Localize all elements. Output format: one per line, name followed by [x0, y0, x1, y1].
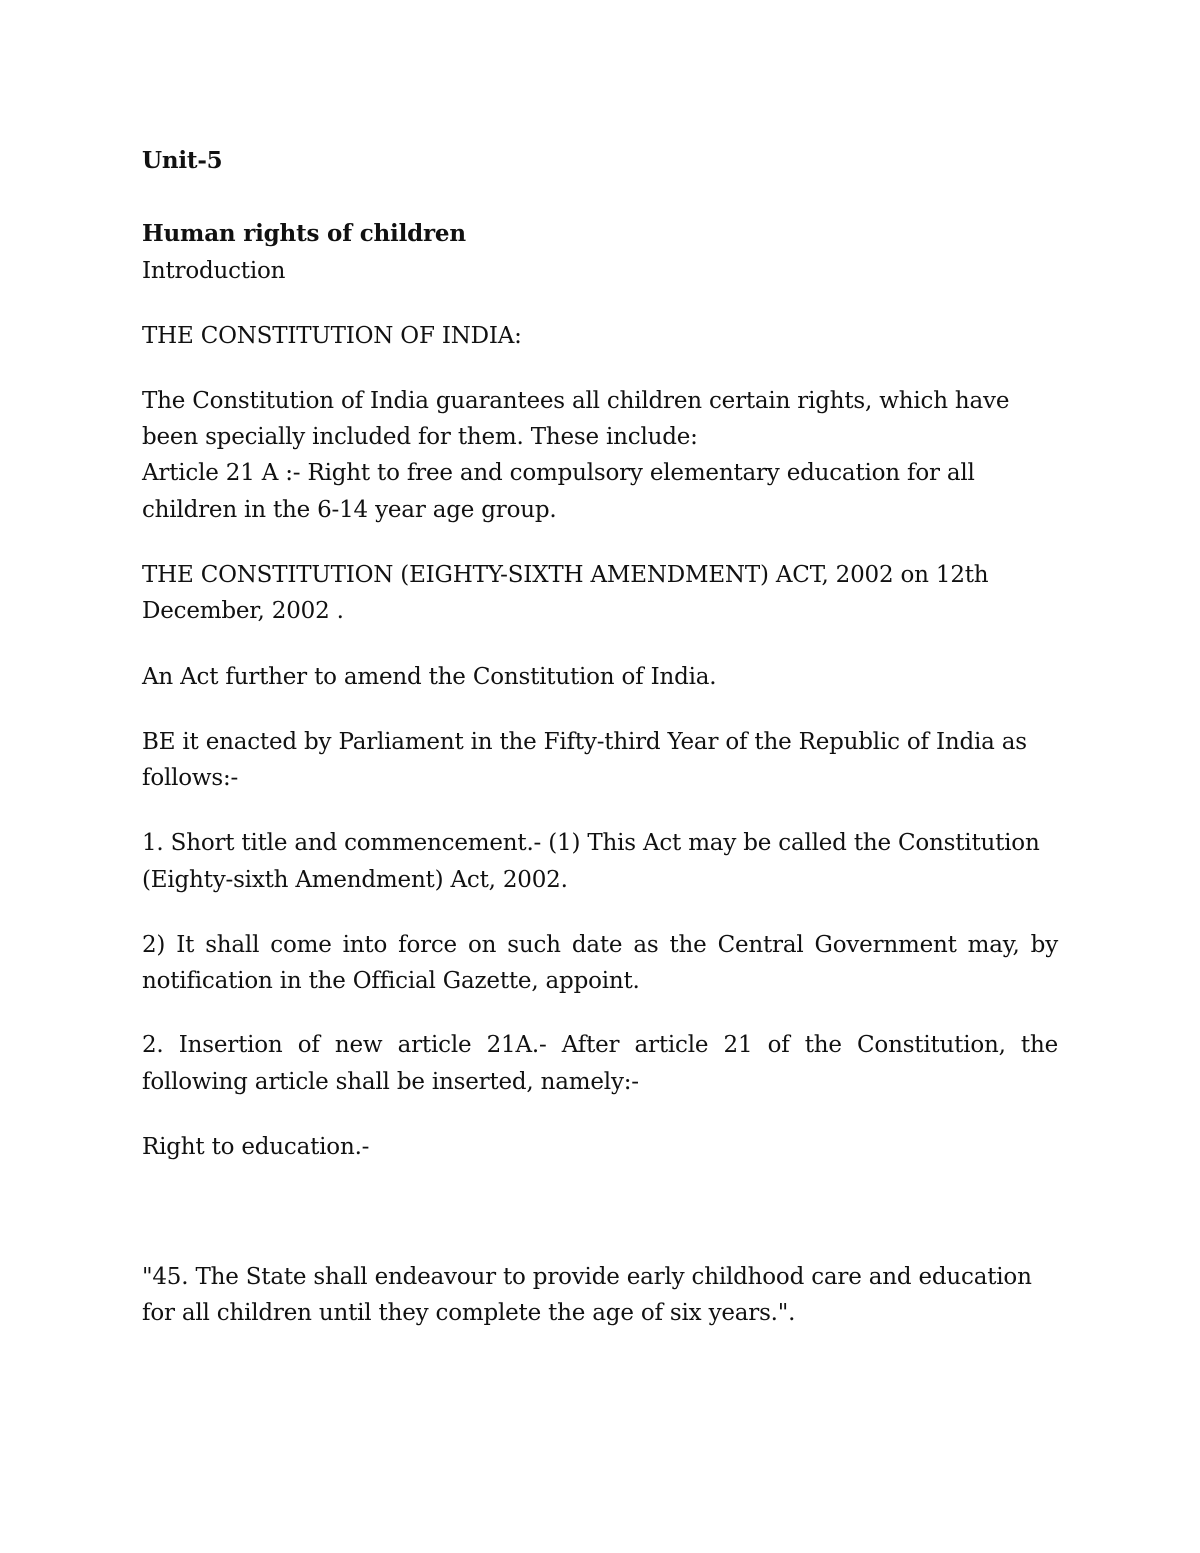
paragraph-9-line-1: "45. The State shall endeavour to provide early childhood care and education — [142, 1264, 1032, 1290]
paragraph-5-line-2: (Eighty-sixth Amendment) Act, 2002. — [142, 867, 568, 893]
intro-label: Introduction — [142, 258, 286, 284]
paragraph-4-line-2: follows:- — [142, 765, 239, 791]
paragraph-2-line-2: December, 2002 . — [142, 598, 344, 624]
paragraph-6-line-2: notification in the Official Gazette, appoint. — [142, 968, 640, 994]
paragraph-7-line-2: following article shall be inserted, namely:- — [142, 1069, 639, 1095]
paragraph-5-line-1: 1. Short title and commencement.- (1) This Act may be called the Constitution — [142, 830, 1040, 856]
paragraph-3: An Act further to amend the Constitution of India. — [142, 664, 717, 690]
paragraph-2-line-1: THE CONSTITUTION (EIGHTY-SIXTH AMENDMENT) ACT, 2002 on 12th — [142, 562, 989, 588]
section-title: THE CONSTITUTION OF INDIA: — [142, 323, 522, 349]
paragraph-1-line-2: been specially included for them. These include: — [142, 424, 698, 450]
paragraph-6-line-1: 2) It shall come into force on such date as the Central Government may, by — [142, 932, 1058, 958]
paragraph-1-line-3: Article 21 A :- Right to free and compulsory elementary education for all — [142, 460, 975, 486]
paragraph-1-line-4: children in the 6-14 year age group. — [142, 497, 557, 523]
document-heading: Human rights of children — [142, 220, 466, 247]
paragraph-4-line-1: BE it enacted by Parliament in the Fifty-third Year of the Republic of India as — [142, 729, 1027, 755]
paragraph-1-line-1: The Constitution of India guarantees all children certain rights, which have — [142, 388, 1010, 414]
paragraph-8: Right to education.- — [142, 1134, 370, 1160]
unit-label: Unit-5 — [142, 147, 223, 174]
paragraph-7-line-1: 2. Insertion of new article 21A.- After article 21 of the Constitution, the — [142, 1032, 1058, 1058]
paragraph-9-line-2: for all children until they complete the age of six years.". — [142, 1300, 796, 1326]
